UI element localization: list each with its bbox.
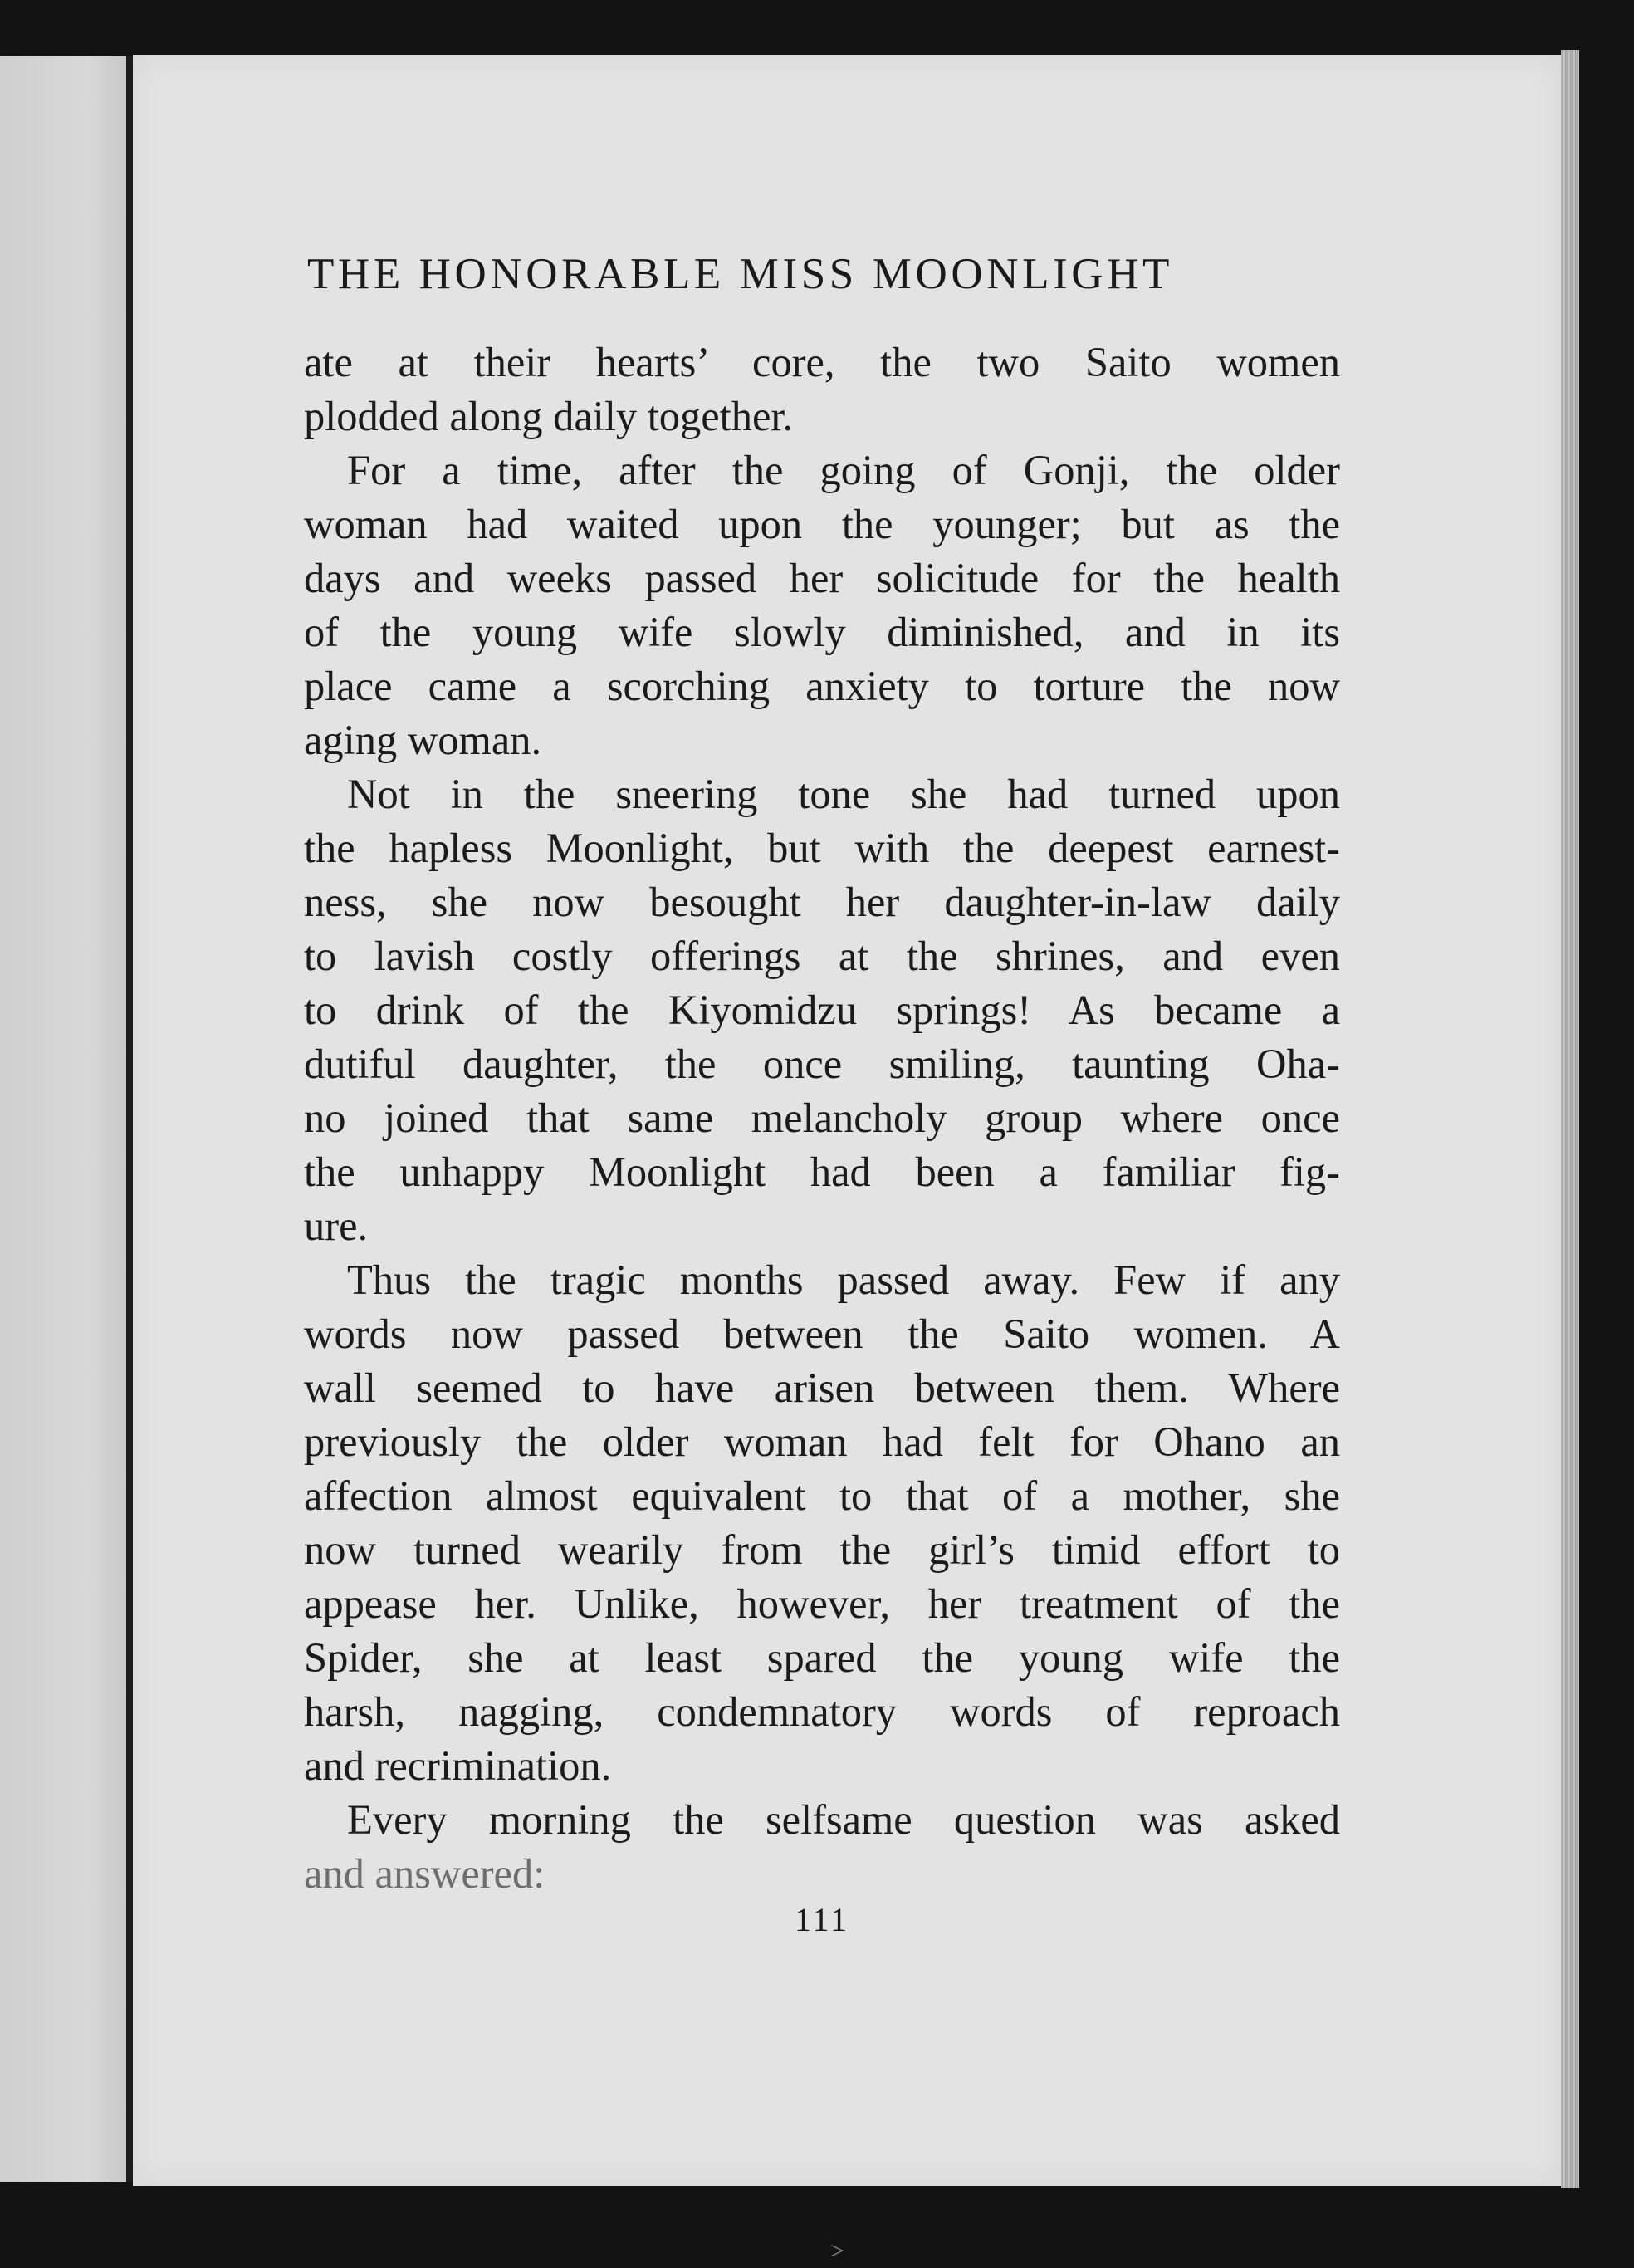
text-line: to drink of the Kiyomidzu springs! As became a	[304, 987, 1340, 1033]
text-line: ure.	[304, 1203, 369, 1249]
text-line: dutiful daughter, the once smiling, taunting Oha-	[304, 1041, 1340, 1087]
text-line: Every morning the selfsame question was asked	[347, 1796, 1340, 1843]
text-line: ness, she now besought her daughter-in-law daily	[304, 879, 1340, 925]
text-line: Spider, she at least spared the young wife the	[304, 1634, 1340, 1681]
page-number: 111	[794, 1901, 850, 1938]
text-line: plodded along daily together.	[304, 393, 794, 439]
text-line: appease her. Unlike, however, her treatment of the	[304, 1580, 1340, 1627]
text-line: of the young wife slowly diminished, and in its	[304, 609, 1340, 655]
text-line: and recrimination.	[304, 1742, 612, 1789]
text-line: days and weeks passed her solicitude for the health	[304, 555, 1340, 601]
text-line: to lavish costly offerings at the shrines, and even	[304, 933, 1340, 979]
text-line: wall seemed to have arisen between them. Where	[304, 1364, 1340, 1411]
text-line: affection almost equivalent to that of a mother, she	[304, 1472, 1340, 1519]
text-line: Not in the sneering tone she had turned upon	[347, 771, 1340, 817]
text-line: now turned wearily from the girl’s timid effort to	[304, 1526, 1340, 1573]
book-gutter	[126, 56, 133, 2182]
running-head: THE HONORABLE MISS MOONLIGHT	[307, 250, 1174, 298]
text-line: no joined that same melancholy group where once	[304, 1095, 1340, 1141]
text-line: For a time, after the going of Gonji, the older	[347, 447, 1340, 493]
text-line: ate at their hearts’ core, the two Saito women	[304, 339, 1340, 385]
left-page-leaf	[0, 56, 126, 2182]
text-line: harsh, nagging, condemnatory words of reproach	[304, 1688, 1340, 1735]
text-line: previously the older woman had felt for Ohano an	[304, 1418, 1340, 1465]
text-line: the unhappy Moonlight had been a familiar fig-	[304, 1149, 1340, 1195]
text-line: words now passed between the Saito women. A	[304, 1310, 1340, 1357]
text-line: and answered:	[304, 1850, 545, 1897]
text-line: aging woman.	[304, 717, 542, 763]
page-edges	[1561, 50, 1579, 2188]
body-text	[304, 336, 1340, 1901]
text-line: woman had waited upon the younger; but as the	[304, 501, 1340, 547]
scan-mark: >	[830, 2237, 844, 2265]
text-line: Thus the tragic months passed away. Few if any	[347, 1256, 1340, 1303]
text-line: place came a scorching anxiety to torture the now	[304, 663, 1340, 709]
text-line: the hapless Moonlight, but with the deepest earnest-	[304, 825, 1340, 871]
